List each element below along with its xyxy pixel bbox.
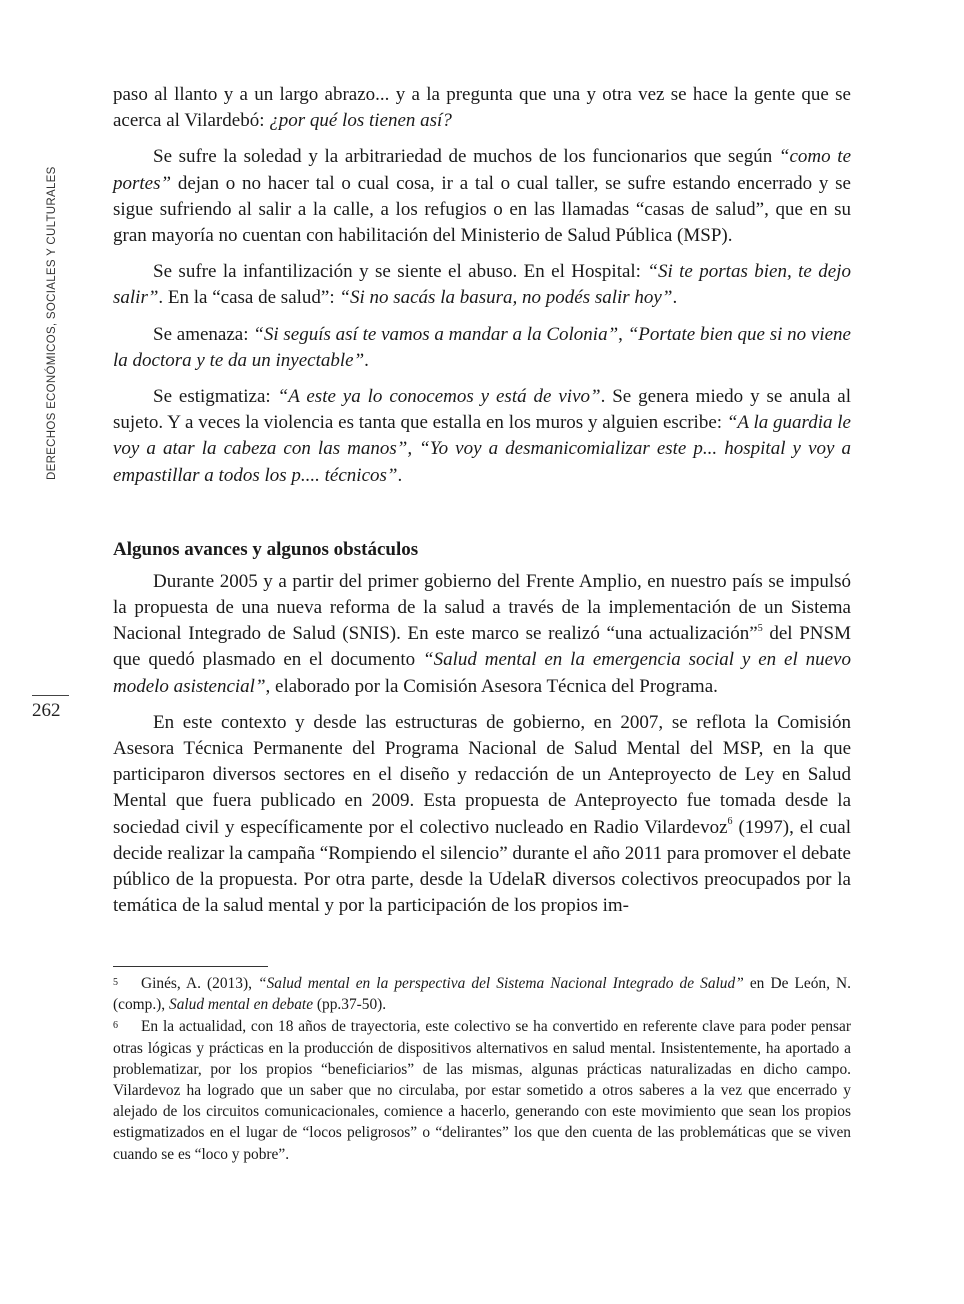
footnote-ref-5[interactable]: 5 — [757, 622, 763, 634]
main-text — [113, 82, 851, 929]
page-number-rule — [32, 695, 69, 696]
footnote-5-book: Salud mental en debate — [169, 996, 314, 1014]
paragraph-1-text: paso al llanto y a un largo abrazo... y a la pregunta que una y otra vez se hace la gente que se acerca al Vilardebó: — [113, 84, 851, 132]
paragraph-2 — [113, 144, 851, 249]
paragraph-7 — [113, 710, 851, 920]
paragraph-1-italic: ¿por qué los tienen así? — [269, 110, 452, 132]
footnote-6-number: 6 — [113, 1020, 118, 1032]
footnote-6 — [113, 1015, 851, 1164]
paragraph-4 — [113, 322, 851, 374]
footnote-5-text-e: (pp.37-50). — [313, 996, 387, 1014]
paragraph-4-text-e: . — [364, 349, 369, 371]
paragraph-6-text-d: , elaborado por la Comisión Asesora Técnica del Programa. — [265, 675, 718, 697]
paragraph-2-quote: “como te portes” — [113, 146, 852, 194]
paragraph-5-quote-1: “A este ya lo conocemos y está de vivo” — [277, 386, 601, 408]
paragraph-5-quote-2: “A la guardia le voy a atar la cabeza con las manos”, “Yo voy a desmanicomializar este p... hospital y voy a empastillar a todos los p.... técnicos” — [113, 412, 851, 486]
section-heading: Algunos avances y algunos obstáculos — [113, 538, 419, 560]
paragraph-2-text-a: Se sufre la soledad y la arbitrariedad de muchos de los funcionarios que según — [153, 146, 779, 168]
paragraph-6-text-b: del PNSM que quedó plasmado en el documento — [113, 623, 851, 671]
footnote-5-number: 5 — [113, 977, 118, 988]
paragraph-5-text-c: . Se genera miedo y se anula al sujeto. Y a veces la violencia es tanta que estalla en los muros y alguien escribe: — [113, 386, 851, 434]
paragraph-4-text-c: , — [618, 323, 628, 345]
paragraph-3-text-c: . En la “casa de salud”: — [158, 287, 340, 309]
paragraph-7-text-a: En este contexto y desde las estructuras de gobierno, en 2007, se reflota la Comisión Asesora Técnica Permanente del Programa Nacional de Salud Mental del MSP, en la que participaron diversos sectores en el diseño y redacción de un Anteproyecto de Ley en Salud Mental que fuera publicado en 2009. Esta propuesta de Anteproyecto fue tomada desde la sociedad civil y específicamente por el colectivo nucleado en Radio Vilardevoz — [113, 711, 851, 838]
paragraph-3-quote-1: “Si te portas bien, te dejo salir” — [113, 261, 852, 309]
footnote-separator — [113, 966, 268, 967]
footnotes — [113, 972, 851, 1165]
paragraph-1 — [113, 82, 851, 134]
paragraph-5 — [113, 384, 851, 489]
paragraph-5-text-a: Se estigmatiza: — [153, 386, 278, 408]
paragraph-3-text-a: Se sufre la infantilización y se siente el abuso. En el Hospital: — [153, 261, 648, 283]
footnote-5-title: “Salud mental en la perspectiva del Sistema Nacional Integrado de Salud” — [258, 975, 744, 992]
running-header-vertical: DERECHOS ECONÓMICOS, SOCIALES Y CULTURALES — [46, 166, 58, 480]
paragraph-4-quote-2: “Portate bien que si no viene la doctora y te da un inyectable” — [113, 323, 851, 371]
paragraph-4-quote-1: “Si seguís así te vamos a mandar a la Colonia” — [253, 323, 619, 345]
footnote-6-text: En la actualidad, con 18 años de trayectoria, este colectivo se ha convertido en referente clave para poder pensar otras lógicas y prácticas en la producción de dispositivos alternativos en salud mental. Insistentemente, ha aportado a problematizar, por los propios “beneficiarios” de las mismas, algunas prácticas naturalizadas en dicho campo. Vilardevoz ha logrado que un saber que no circulaba, por estar sometido a otros saberes a la vez que encerrado y alejado de los circuitos comunicacionales, comience a hacerlo, generando con este movimiento que sean los propios estigmatizados en el lugar de “locos peligrosos” o “delirantes” los que den cuenta de las problemáticas que se viven cuando se es “loco y pobre”. — [113, 1018, 851, 1163]
paragraph-4-text-a: Se amenaza: — [153, 323, 254, 345]
paragraph-3-text-e: . — [672, 287, 678, 309]
paragraph-5-text-e: . — [397, 464, 403, 486]
paragraph-6-doc-title: “Salud mental en la emergencia social y en el nuevo modelo asistencial” — [113, 649, 851, 697]
paragraph-6 — [113, 569, 851, 700]
page-number: 262 — [32, 700, 61, 721]
paragraph-3 — [113, 259, 851, 311]
paragraph-2-text-c: dejan o no hacer tal o cual cosa, ir a tal o cual taller, se sufre estando encerrado y se sigue sufriendo al salir a la calle, a los refugios o en las llamadas “casas de salud”, que en su gran mayoría no cuentan con habilitación del Ministerio de Salud Pública (MSP). — [113, 172, 851, 247]
paragraph-7-text-b: (1997), el cual decide realizar la campaña “Rompiendo el silencio” durante el año 2011 para promover el debate público de la propuesta. Por otra parte, desde la UdelaR diversos colectivos preocupados por la temática de la salud mental y por la participación de los propios im- — [113, 816, 851, 917]
footnote-5-text-a: Ginés, A. (2013), — [141, 975, 259, 992]
footnote-5-text-c: en De León, N. (comp.), — [113, 975, 852, 1014]
paragraph-3-quote-2: “Si no sacás la basura, no podés salir hoy” — [339, 287, 673, 309]
paragraph-6-text-a: Durante 2005 y a partir del primer gobierno del Frente Amplio, en nuestro país se impulsó la propuesta de una nueva reforma de la salud a través de la implementación de un Sistema Nacional Integrado de Salud (SNIS). En este marco se realizó “una actualización” — [113, 570, 851, 645]
footnote-5 — [113, 972, 851, 1015]
footnote-ref-6[interactable]: 6 — [727, 816, 733, 828]
